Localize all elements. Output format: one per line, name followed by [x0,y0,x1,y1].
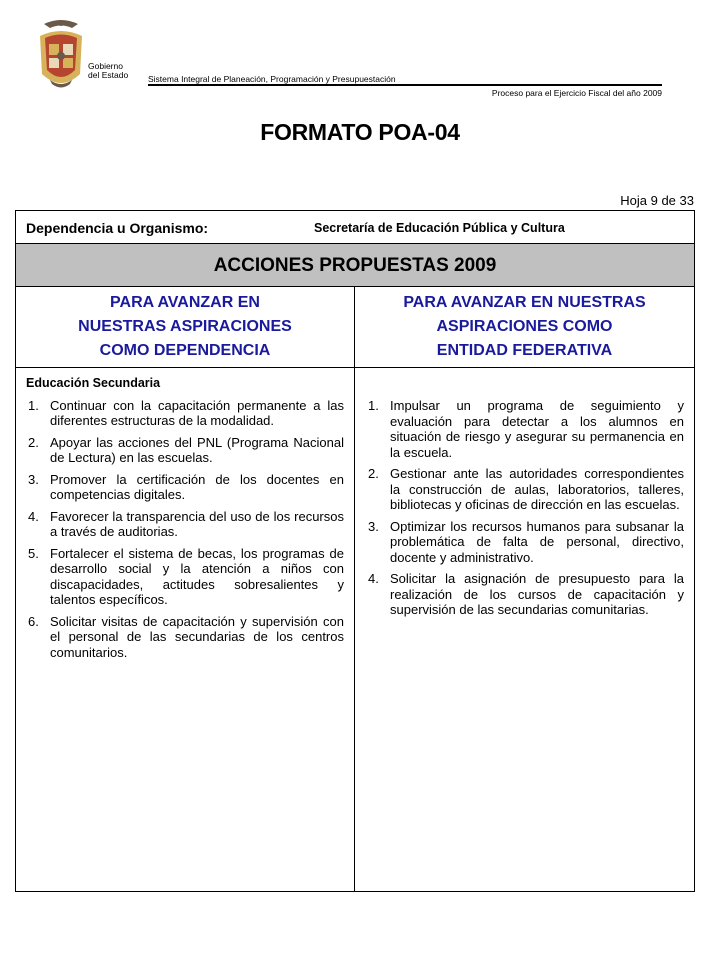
right-column-heading: PARA AVANZAR EN NUESTRAS ASPIRACIONES COMO ENTIDAD FEDERATIVA [403,294,646,359]
list-item: 2. Apoyar las acciones del PNL (Programa Nacional de Lectura) en las escuelas. [28,434,344,465]
dependency-label: Dependencia u Organismo: [26,220,209,236]
document-title: FORMATO POA-04 [260,119,460,145]
section-subtitle: Educación Secundaria [26,376,161,390]
list-item: 5. Fortalecer el sistema de becas, los programas de desarrollo social y la atención a niños con discapacidades, actitudes sobresalientes y talentos específicos. [28,545,344,607]
column-divider [354,287,355,892]
list-item: 4. Solicitar la asignación de presupuesto para la realización de los cursos de capacitación y supervisión de las secundarias comunitarias. [368,571,684,617]
list-item: 2. Gestionar ante las autoridades correspondientes la construcción de aulas, laboratorios, talleres, bibliotecas y oficinas de dirección en las escuelas. [368,466,684,512]
list-item: 3. Optimizar los recursos humanos para subsanar la problemática de falta de personal, directivo, docente y administrativo. [368,518,684,565]
system-name: Sistema Integral de Planeación, Programación y Presupuestación [148,74,396,84]
dependency-row [16,211,694,244]
list-item: 6. Solicitar visitas de capacitación y supervisión con el personal de las secundarias de los centros comunitarios. [28,613,344,660]
dependency-value: Secretaría de Educación Pública y Cultura [314,221,565,235]
dependency-actions-list [26,376,344,666]
list-item: 3. Promover la certificación de los docentes en competencias digitales. [28,471,344,502]
list-item: 4. Favorecer la transparencia del uso de los recursos a través de auditorias. [28,508,344,539]
state-actions-list [366,398,684,624]
header-divider [148,84,662,86]
page-count: Hoja 9 de 33 [620,193,694,208]
process-year-line: Proceso para el Ejercicio Fiscal del año 2009 [491,88,662,98]
section-banner: ACCIONES PROPUESTAS 2009 [16,244,694,287]
state-coat-of-arms-icon [36,14,86,96]
left-column-heading: PARA AVANZAR EN NUESTRAS ASPIRACIONES COMO DEPENDENCIA [78,294,292,359]
actions-form-table [15,210,695,892]
column-headings-row [16,287,694,368]
government-label: Gobierno del Estado [88,61,129,80]
list-item: 1. Impulsar un programa de seguimiento y evaluación para detectar a los alumnos en situación de riesgo y asegurar su permanencia en la escuela. [368,398,684,460]
list-item: 1. Continuar con la capacitación permanente a las diferentes estructuras de la modalidad. [28,397,344,428]
